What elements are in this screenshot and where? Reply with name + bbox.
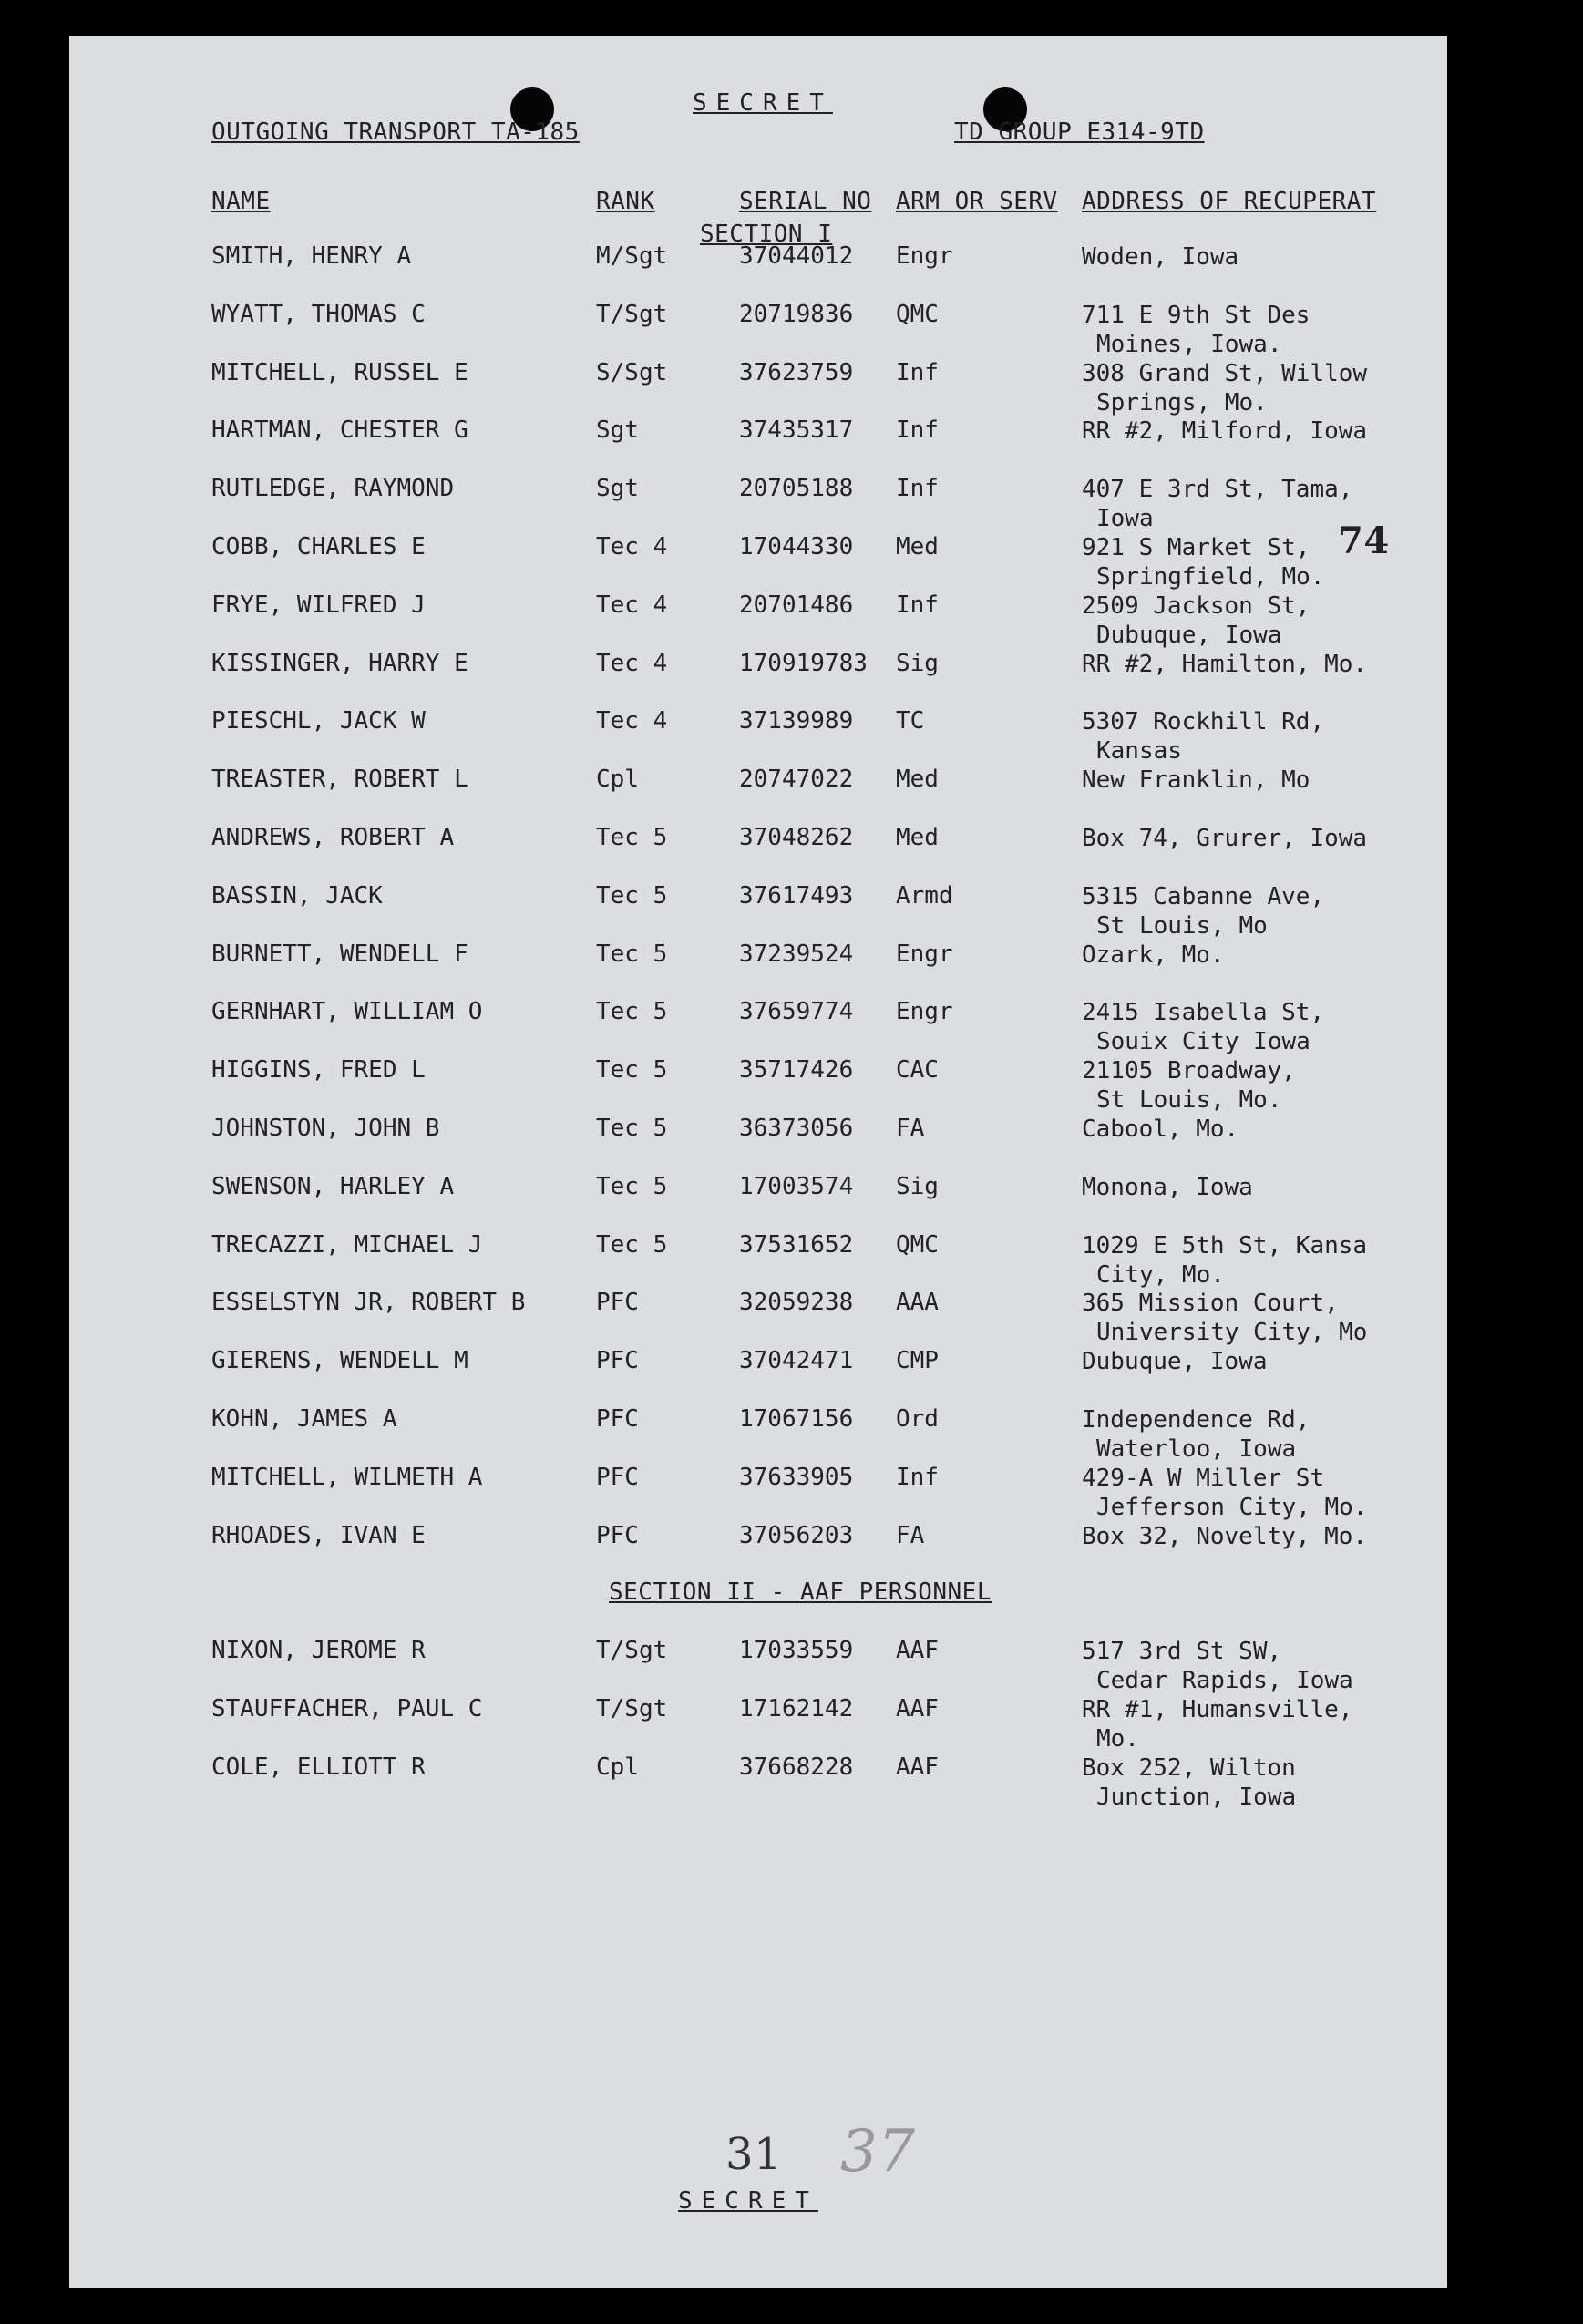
cell-rank: Tec 4 <box>596 533 668 560</box>
cell-name: RHOADES, IVAN E <box>211 1521 426 1549</box>
cell-rank: Tec 5 <box>596 1056 668 1085</box>
cell-address-line: St Louis, Mo. <box>1096 1086 1282 1115</box>
cell-name: SMITH, HENRY A <box>211 242 412 270</box>
cell-serial: 37623759 <box>739 358 854 386</box>
classification-footer: SECRET <box>678 2187 818 2215</box>
cell-arm: Inf <box>896 416 939 445</box>
cell-serial: 37044012 <box>739 242 854 270</box>
cell-serial: 36373056 <box>739 1115 854 1142</box>
cell-address-line: Box 32, Novelty, Mo. <box>1082 1522 1368 1550</box>
cell-name: STAUFFACHER, PAUL C <box>211 1694 483 1722</box>
group-title: TD GROUP E314-9TD <box>954 118 1205 146</box>
cell-address-line: Dubuque, Iowa <box>1096 621 1282 649</box>
cell-rank: Tec 5 <box>596 881 668 910</box>
cell-name: BASSIN, JACK <box>211 881 383 910</box>
cell-address-line: 21105 Broadway, <box>1082 1057 1296 1085</box>
cell-arm: Engr <box>896 940 953 968</box>
cell-serial: 37048262 <box>739 824 854 851</box>
margin-page-number: 74 <box>1338 519 1390 562</box>
cell-address-line: Cedar Rapids, Iowa <box>1096 1667 1353 1694</box>
cell-address-line: 2509 Jackson St, <box>1082 591 1311 620</box>
cell-address-line: New Franklin, Mo <box>1082 766 1311 795</box>
cell-address-line: 921 S Market St, <box>1082 534 1311 561</box>
cell-name: FRYE, WILFRED J <box>211 591 426 619</box>
cell-address-line: Box 252, Wilton <box>1082 1753 1296 1782</box>
cell-rank: Cpl <box>596 766 639 794</box>
typed-page-number: 31 <box>725 2129 783 2180</box>
cell-rank: Tec 4 <box>596 707 668 735</box>
cell-serial: 17003574 <box>739 1172 854 1200</box>
cell-address-line: Souix City Iowa <box>1096 1028 1311 1056</box>
cell-arm: Med <box>896 766 939 794</box>
cell-name: GIERENS, WENDELL M <box>211 1347 468 1375</box>
cell-serial: 17067156 <box>739 1405 854 1433</box>
cell-address-line: 365 Mission Court, <box>1082 1290 1339 1318</box>
cell-address-line: 1029 E 5th St, Kansa <box>1082 1231 1368 1260</box>
cell-arm: AAF <box>896 1637 939 1664</box>
cell-address-line: Jefferson City, Mo. <box>1096 1493 1368 1521</box>
cell-address-line: Mo. <box>1096 1724 1139 1753</box>
cell-rank: Cpl <box>596 1753 639 1781</box>
cell-rank: PFC <box>596 1289 639 1317</box>
cell-address-line: Springfield, Mo. <box>1096 563 1325 591</box>
cell-address-line: 517 3rd St SW, <box>1082 1638 1282 1665</box>
cell-arm: CMP <box>896 1347 939 1375</box>
cell-address-line: RR #1, Humansville, <box>1082 1695 1353 1723</box>
cell-rank: Tec 4 <box>596 649 668 677</box>
cell-arm: Armd <box>896 881 953 910</box>
section-1-label: SECTION I <box>700 221 833 248</box>
cell-arm: AAF <box>896 1753 939 1781</box>
cell-address-line: 308 Grand St, Willow <box>1082 359 1368 387</box>
cell-serial: 37668228 <box>739 1753 854 1781</box>
cell-arm: AAA <box>896 1289 939 1317</box>
cell-rank: Tec 5 <box>596 998 668 1026</box>
cell-address-line: Iowa <box>1096 505 1154 533</box>
cell-arm: FA <box>896 1521 925 1549</box>
cell-address-line: Monona, Iowa <box>1082 1173 1253 1201</box>
cell-address-line: Box 74, Grurer, Iowa <box>1082 825 1368 852</box>
cell-arm: FA <box>896 1115 925 1142</box>
transport-title: OUTGOING TRANSPORT TA-185 <box>211 118 580 146</box>
cell-rank: Tec 5 <box>596 824 668 851</box>
cell-serial: 37435317 <box>739 416 854 445</box>
cell-rank: PFC <box>596 1521 639 1549</box>
column-header-rank: RANK <box>596 188 655 215</box>
classification-header: SECRET <box>693 89 833 117</box>
cell-name: BURNETT, WENDELL F <box>211 940 468 968</box>
cell-arm: Inf <box>896 591 939 619</box>
cell-name: SWENSON, HARLEY A <box>211 1172 455 1200</box>
cell-serial: 17033559 <box>739 1637 854 1664</box>
cell-address-line: RR #2, Milford, Iowa <box>1082 417 1368 446</box>
cell-name: HIGGINS, FRED L <box>211 1056 426 1085</box>
cell-rank: Sgt <box>596 416 639 445</box>
cell-address-line: Cabool, Mo. <box>1082 1116 1239 1143</box>
cell-serial: 17162142 <box>739 1694 854 1722</box>
cell-serial: 170919783 <box>739 649 868 677</box>
cell-arm: Inf <box>896 358 939 386</box>
cell-serial: 37659774 <box>739 998 854 1026</box>
cell-serial: 17044330 <box>739 533 854 560</box>
cell-name: COBB, CHARLES E <box>211 533 426 560</box>
cell-arm: Inf <box>896 475 939 503</box>
cell-name: COLE, ELLIOTT R <box>211 1753 426 1781</box>
cell-name: MITCHELL, WILMETH A <box>211 1463 483 1491</box>
cell-rank: PFC <box>596 1347 639 1375</box>
cell-rank: Tec 4 <box>596 591 668 619</box>
cell-arm: Med <box>896 824 939 851</box>
cell-arm: QMC <box>896 1230 939 1259</box>
cell-arm: Engr <box>896 998 953 1026</box>
cell-name: ESSELSTYN JR, ROBERT B <box>211 1289 526 1317</box>
cell-serial: 20701486 <box>739 591 854 619</box>
cell-serial: 37531652 <box>739 1230 854 1259</box>
cell-address-line: RR #2, Hamilton, Mo. <box>1082 650 1368 678</box>
cell-name: PIESCHL, JACK W <box>211 707 426 735</box>
cell-name: MITCHELL, RUSSEL E <box>211 358 468 386</box>
cell-rank: M/Sgt <box>596 242 668 270</box>
cell-serial: 37056203 <box>739 1521 854 1549</box>
cell-address-line: City, Mo. <box>1096 1260 1225 1289</box>
cell-arm: Sig <box>896 1172 939 1200</box>
cell-rank: Tec 5 <box>596 1230 668 1259</box>
cell-rank: T/Sgt <box>596 300 668 328</box>
handwritten-page-number: 37 <box>840 2118 916 2185</box>
cell-address-line: St Louis, Mo <box>1096 911 1268 940</box>
cell-address-line: 2415 Isabella St, <box>1082 999 1325 1027</box>
cell-rank: Tec 5 <box>596 1115 668 1142</box>
cell-name: RUTLEDGE, RAYMOND <box>211 475 455 503</box>
cell-address-line: Waterloo, Iowa <box>1096 1435 1297 1463</box>
cell-arm: Sig <box>896 649 939 677</box>
cell-name: GERNHART, WILLIAM O <box>211 998 483 1026</box>
cell-rank: Tec 5 <box>596 1172 668 1200</box>
cell-address-line: 407 E 3rd St, Tama, <box>1082 476 1353 504</box>
cell-rank: PFC <box>596 1405 639 1433</box>
cell-address-line: 5315 Cabanne Ave, <box>1082 882 1325 910</box>
cell-address-line: 5307 Rockhill Rd, <box>1082 708 1325 736</box>
cell-serial: 37239524 <box>739 940 854 968</box>
cell-address-line: Moines, Iowa. <box>1096 330 1282 358</box>
section-2-label: SECTION II - AAF PERSONNEL <box>609 1578 992 1606</box>
cell-name: ANDREWS, ROBERT A <box>211 824 455 851</box>
document-page <box>69 36 1447 2288</box>
cell-address-line: Kansas <box>1096 737 1182 766</box>
cell-rank: Tec 5 <box>596 940 668 968</box>
cell-name: JOHNSTON, JOHN B <box>211 1115 440 1142</box>
cell-arm: QMC <box>896 300 939 328</box>
cell-serial: 37633905 <box>739 1463 854 1491</box>
column-header-arm: ARM OR SERV <box>896 188 1058 215</box>
cell-address-line: 711 E 9th St Des <box>1082 301 1311 329</box>
cell-serial: 20705188 <box>739 475 854 503</box>
cell-arm: CAC <box>896 1056 939 1085</box>
cell-rank: T/Sgt <box>596 1694 668 1722</box>
cell-arm: Ord <box>896 1405 939 1433</box>
cell-serial: 37042471 <box>739 1347 854 1375</box>
cell-address-line: Woden, Iowa <box>1082 243 1239 271</box>
cell-arm: Inf <box>896 1463 939 1491</box>
cell-rank: PFC <box>596 1463 639 1491</box>
column-header-name: NAME <box>211 188 271 215</box>
cell-name: KOHN, JAMES A <box>211 1405 397 1433</box>
cell-arm: Engr <box>896 242 953 270</box>
cell-serial: 20719836 <box>739 300 854 328</box>
cell-address-line: Junction, Iowa <box>1096 1783 1297 1811</box>
cell-address-line: University City, Mo <box>1096 1319 1368 1347</box>
cell-serial: 32059238 <box>739 1289 854 1317</box>
cell-name: HARTMAN, CHESTER G <box>211 416 468 445</box>
cell-arm: Med <box>896 533 939 560</box>
cell-arm: TC <box>896 707 925 735</box>
column-header-serial: SERIAL NO <box>739 188 872 215</box>
cell-arm: AAF <box>896 1694 939 1722</box>
cell-name: TREASTER, ROBERT L <box>211 766 468 794</box>
cell-rank: S/Sgt <box>596 358 668 386</box>
cell-serial: 20747022 <box>739 766 854 794</box>
cell-name: NIXON, JEROME R <box>211 1637 426 1664</box>
cell-serial: 37139989 <box>739 707 854 735</box>
cell-name: TRECAZZI, MICHAEL J <box>211 1230 483 1259</box>
cell-serial: 35717426 <box>739 1056 854 1085</box>
cell-address-line: Ozark, Mo. <box>1082 941 1225 969</box>
cell-address-line: Dubuque, Iowa <box>1082 1348 1268 1376</box>
cell-address-line: Independence Rd, <box>1082 1406 1311 1434</box>
cell-serial: 37617493 <box>739 881 854 910</box>
cell-name: KISSINGER, HARRY E <box>211 649 468 677</box>
cell-rank: Sgt <box>596 475 639 503</box>
cell-name: WYATT, THOMAS C <box>211 300 426 328</box>
cell-rank: T/Sgt <box>596 1637 668 1664</box>
cell-address-line: 429-A W Miller St <box>1082 1464 1325 1492</box>
cell-address-line: Springs, Mo. <box>1096 388 1268 416</box>
column-header-address: ADDRESS OF RECUPERAT <box>1082 188 1377 215</box>
